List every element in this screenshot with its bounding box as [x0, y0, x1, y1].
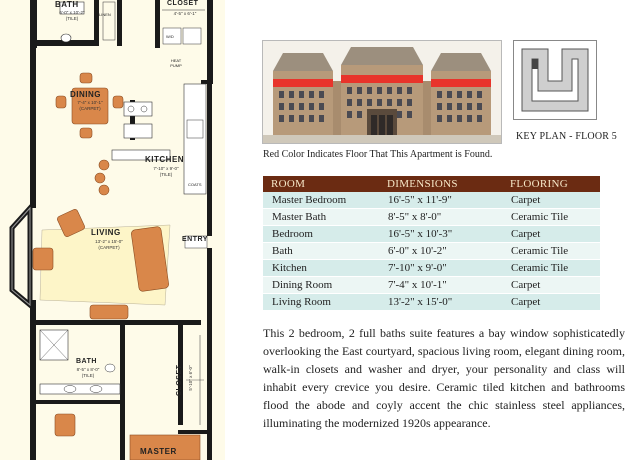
table-row — [263, 192, 600, 209]
linen-label: LINEN — [99, 12, 111, 17]
room-cell: Living Room — [263, 294, 379, 311]
heat-pump-label: HEAT PUMP — [170, 58, 182, 68]
suite-description: This 2 bedroom, 2 full baths suite features a bay window sophisticatedly overlooking the East courtyard, spacious living room, elegant dining room, walk-in closets and washer and dryer, your personality and class will inhabit every crevice you desire. Ceramic tiled kitchen and bathrooms flood the abode and coyly accent the chic stainless steel appliances, illuminating the modernized 1920s appearance. — [263, 326, 625, 430]
kitchen-label: KITCHEN — [145, 155, 185, 164]
kitchen-dims: 7'-10" x 9'-0" — [153, 166, 179, 171]
closet-top-dims: 4'-5" x 6'-1" — [173, 11, 197, 16]
entry-label: ENTRY — [182, 236, 208, 243]
bath-top-dims: 6'-0" x 10'-2" — [59, 10, 85, 15]
room-cell: Dining Room — [263, 277, 379, 294]
header-flooring: FLOORING — [502, 176, 600, 192]
table-header-row — [263, 176, 600, 192]
room-cell: Master Bath — [263, 209, 379, 226]
closet-bottom-label: CLOSET — [176, 364, 183, 396]
dining-finish: (CARPET) — [79, 106, 101, 111]
coats-label: COATS — [188, 182, 202, 187]
room-cell: Master Bedroom — [263, 192, 379, 209]
header-dimensions: DIMENSIONS — [379, 176, 502, 192]
dining-dims: 7'-4" x 10'-1" — [77, 100, 103, 105]
living-dims: 13'-2" x 15'-0" — [95, 239, 123, 244]
living-label: LIVING — [91, 228, 121, 237]
closet-bottom-dims: 5'-10" x 6'-0" — [188, 365, 193, 391]
key-plan-drawing — [514, 41, 596, 119]
table-row — [263, 243, 600, 260]
building-elevation-image — [262, 40, 502, 144]
dimensions-cell: 7'-10" x 9'-0" — [379, 260, 502, 277]
flooring-cell: Carpet — [502, 192, 600, 209]
closet-top-label: CLOSET — [167, 0, 199, 7]
flooring-cell: Carpet — [502, 226, 600, 243]
dimensions-cell: 7'-4" x 10'-1" — [379, 277, 502, 294]
bath-bottom-label: BATH — [76, 358, 97, 365]
master-label: MASTER — [140, 447, 177, 456]
kitchen-finish: (TILE) — [159, 172, 173, 177]
room-cell: Bedroom — [263, 226, 379, 243]
wd-label: W/D — [166, 34, 174, 39]
key-plan-label: KEY PLAN - FLOOR 5 — [516, 131, 618, 142]
flooring-cell: Ceramic Tile — [502, 209, 600, 226]
flooring-cell: Carpet — [502, 277, 600, 294]
dimensions-cell: 8'-5" x 8'-0" — [379, 209, 502, 226]
dimensions-cell: 6'-0" x 10'-2" — [379, 243, 502, 260]
building-drawing — [263, 41, 501, 143]
dimensions-cell: 16'-5" x 10'-3" — [379, 226, 502, 243]
highlight-floor-band — [273, 79, 333, 87]
dining-label: DINING — [70, 90, 101, 99]
dimensions-cell: 16'-5" x 11'-9" — [379, 192, 502, 209]
room-cell: Bath — [263, 243, 379, 260]
flooring-cell: Carpet — [502, 294, 600, 311]
table-row — [263, 294, 600, 311]
living-finish: (CARPET) — [98, 245, 120, 250]
bath-top-label: BATH — [55, 0, 79, 9]
table-row — [263, 277, 600, 294]
flooring-cell: Ceramic Tile — [502, 243, 600, 260]
floor-caption: Red Color Indicates Floor That This Apartment is Found. — [263, 149, 493, 160]
room-cell: Kitchen — [263, 260, 379, 277]
header-room: ROOM — [263, 176, 379, 192]
key-plan-image — [513, 40, 597, 120]
dimensions-cell: 13'-2" x 15'-0" — [379, 294, 502, 311]
room-table — [263, 176, 600, 311]
bath-top-finish: (TILE) — [65, 16, 79, 21]
floor-plan — [0, 0, 225, 460]
table-row — [263, 209, 600, 226]
flooring-cell: Ceramic Tile — [502, 260, 600, 277]
table-row — [263, 260, 600, 277]
bath-bottom-dims: 8'-5" x 8'-0" — [76, 367, 100, 372]
table-row — [263, 226, 600, 243]
bath-bottom-finish: (TILE) — [81, 373, 95, 378]
